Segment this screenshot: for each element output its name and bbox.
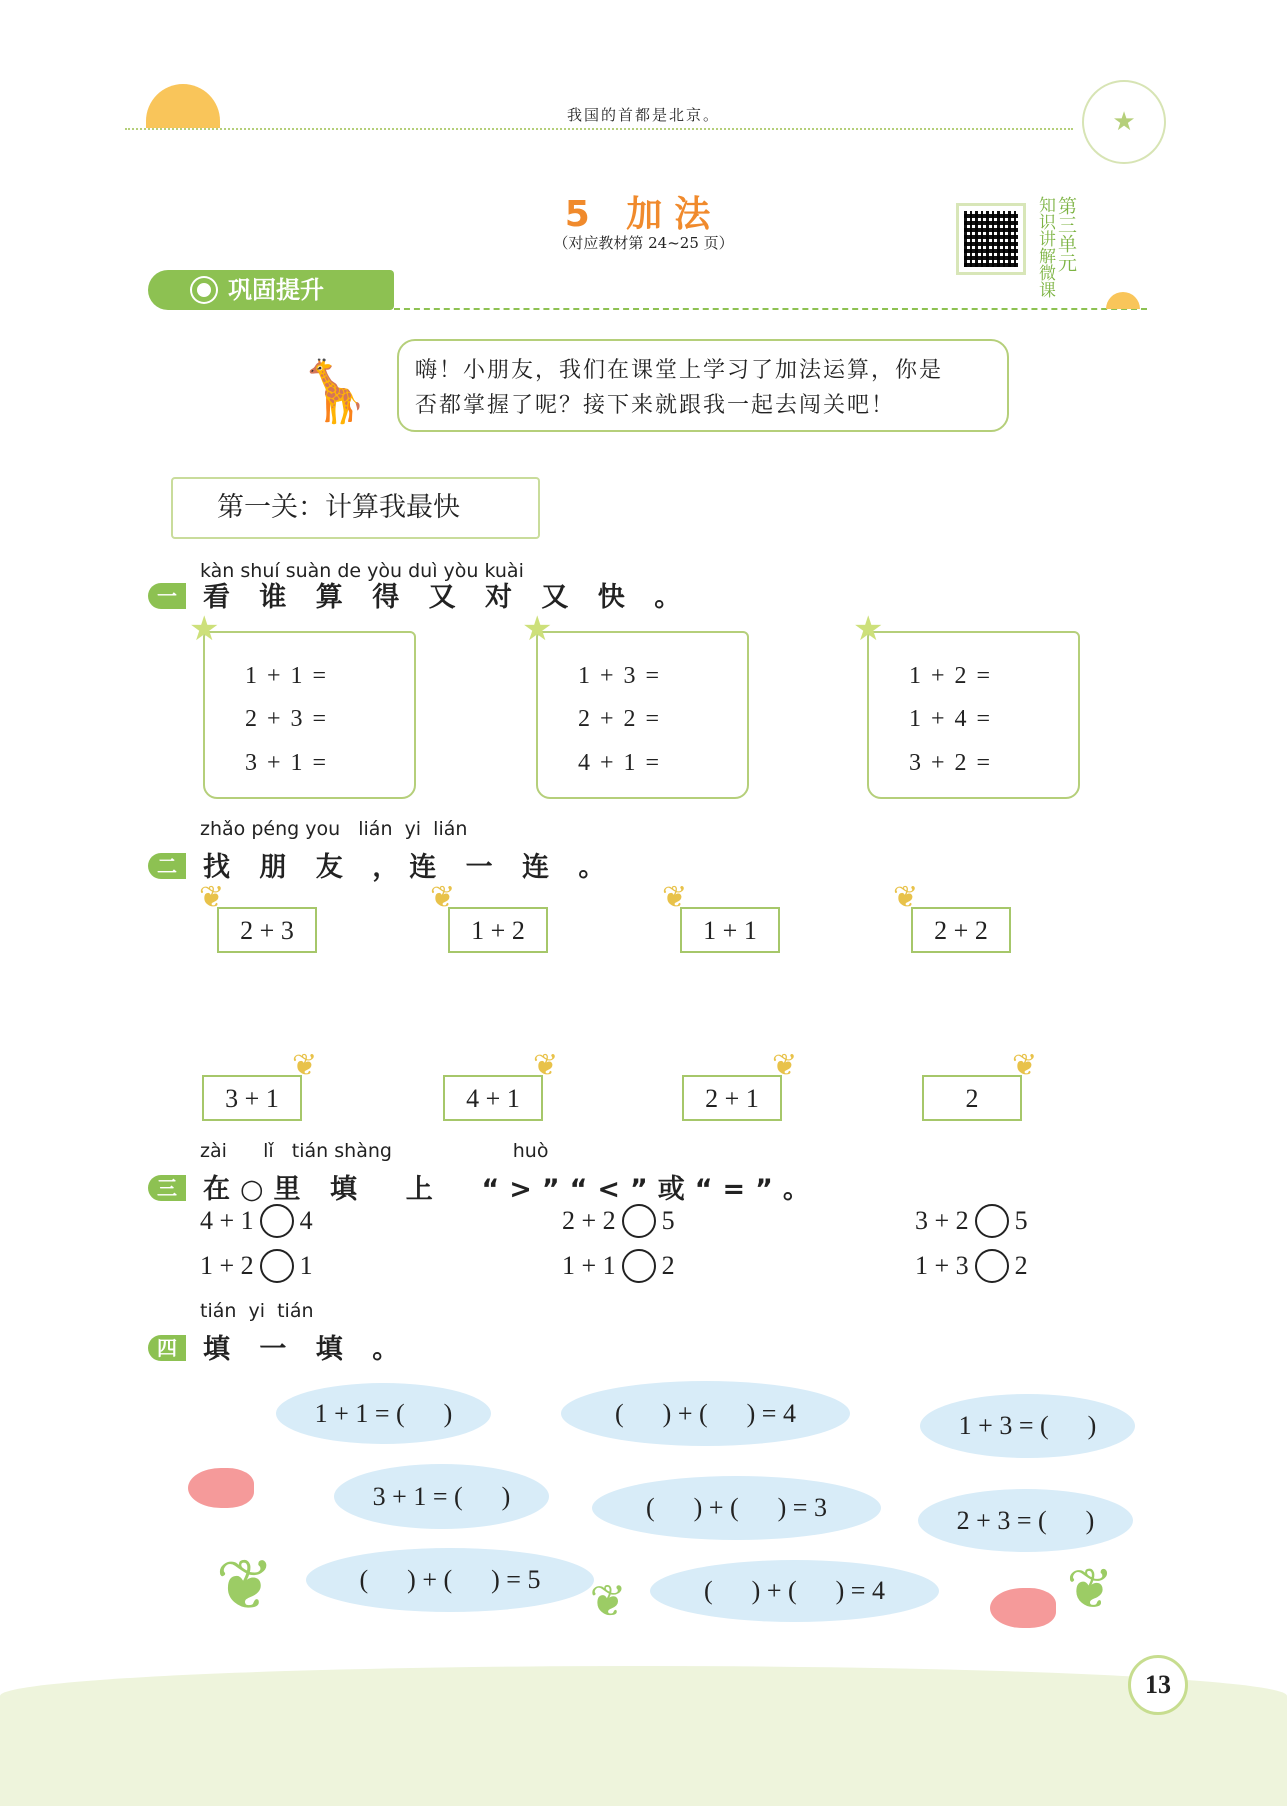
equation: 2 + 3 = <box>245 706 329 732</box>
fill-blank-oval[interactable]: 1 + 3 = ( ) <box>920 1394 1135 1458</box>
header-motto: 我国的首都是北京。 <box>566 106 720 124</box>
match-box-top[interactable]: 2 + 3 <box>217 907 317 953</box>
butterfly-icon: ❦ <box>292 1048 318 1083</box>
header-divider <box>125 128 1073 130</box>
answer-circle[interactable] <box>260 1249 294 1283</box>
compare-left: 4 + 1 <box>200 1206 254 1235</box>
match-box-top[interactable]: 2 + 2 <box>911 907 1011 953</box>
page-number: 13 <box>1128 1655 1188 1715</box>
section-pinyin: kàn shuí suàn de yòu duì yòu kuài <box>200 560 524 582</box>
equation: 1 + 3 = <box>578 663 662 689</box>
calc-card <box>853 609 1080 799</box>
seaweed-icon: ❦ <box>1066 1557 1114 1622</box>
compare-left: 1 + 3 <box>915 1251 969 1280</box>
star-icon: ★ <box>522 609 553 649</box>
equation: 1 + 4 = <box>909 706 993 732</box>
speech-bubble <box>397 339 1009 432</box>
sun-small-decoration <box>1106 292 1140 309</box>
section-title: 填 一 填 。 <box>203 1334 410 1365</box>
compare-left: 1 + 2 <box>200 1251 254 1280</box>
section-banner: 巩固提升 <box>148 270 394 310</box>
fill-blank-oval[interactable]: ( ) + ( ) = 4 <box>650 1560 939 1622</box>
equation: 1 + 1 = <box>245 663 329 689</box>
compare-item <box>915 1204 1028 1238</box>
seaweed-icon: ❦ <box>215 1544 275 1626</box>
equation: 3 + 1 = <box>245 750 329 776</box>
match-box-bottom[interactable]: 4 + 1 <box>443 1075 543 1121</box>
section-number-badge: 一 <box>148 583 186 609</box>
section-pinyin: zhǎo péng you lián yi lián <box>200 818 468 840</box>
star-icon: ★ <box>189 609 220 649</box>
fish-icon <box>188 1468 254 1508</box>
compare-right: 4 <box>299 1206 313 1235</box>
compare-item <box>562 1204 675 1238</box>
fill-blank-oval[interactable]: ( ) + ( ) = 4 <box>561 1381 850 1446</box>
answer-circle[interactable] <box>622 1249 656 1283</box>
equation: 1 + 2 = <box>909 663 993 689</box>
calc-card <box>522 609 749 799</box>
compare-item <box>200 1204 313 1238</box>
match-box-bottom[interactable]: 3 + 1 <box>202 1075 302 1121</box>
compare-item <box>915 1249 1028 1283</box>
compare-left: 1 + 1 <box>562 1251 616 1280</box>
fish-icon <box>990 1588 1056 1628</box>
butterfly-icon: ❦ <box>1012 1048 1038 1083</box>
qr-label-lesson: 知识讲解微课 <box>1035 196 1055 298</box>
compare-item <box>562 1249 675 1283</box>
banner-divider <box>394 308 1147 310</box>
butterfly-icon: ❦ <box>199 880 225 915</box>
compare-right: 2 <box>661 1251 675 1280</box>
compare-right: 5 <box>1014 1206 1028 1235</box>
butterfly-icon: ❦ <box>772 1048 798 1083</box>
speech-line-1: 嗨！小朋友，我们在课堂上学习了加法运算，你是 <box>415 358 944 383</box>
compare-left: 2 + 2 <box>562 1206 616 1235</box>
section-number-badge: 四 <box>148 1335 186 1361</box>
compare-right: 5 <box>661 1206 675 1235</box>
publisher-logo: ★ <box>1082 80 1166 164</box>
fill-blank-oval[interactable]: ( ) + ( ) = 5 <box>306 1548 594 1612</box>
section-title: 在○里 填 上 “>”“<”或“=”。 <box>203 1174 820 1205</box>
answer-circle[interactable] <box>975 1204 1009 1238</box>
section-pinyin: zài lǐ tián shàng huò <box>200 1140 549 1162</box>
compare-left: 3 + 2 <box>915 1206 969 1235</box>
fill-blank-oval[interactable]: 1 + 1 = ( ) <box>276 1383 491 1444</box>
qr-label-unit: 第三单元 <box>1055 196 1077 272</box>
compare-right: 2 <box>1014 1251 1028 1280</box>
match-box-bottom[interactable]: 2 + 1 <box>682 1075 782 1121</box>
equation: 2 + 2 = <box>578 706 662 732</box>
match-box-bottom[interactable]: 2 <box>922 1075 1022 1121</box>
equation: 3 + 2 = <box>909 750 993 776</box>
answer-circle[interactable] <box>260 1204 294 1238</box>
level-title: 第一关：计算我最快 <box>171 477 540 539</box>
butterfly-icon: ❦ <box>893 880 919 915</box>
bottom-wave-decoration <box>0 1666 1287 1806</box>
section-title: 看 谁 算 得 又 对 又 快 。 <box>203 582 692 613</box>
seaweed-icon: ❦ <box>589 1576 627 1627</box>
match-box-top[interactable]: 1 + 1 <box>680 907 780 953</box>
answer-circle[interactable] <box>975 1249 1009 1283</box>
fill-blank-oval[interactable]: 3 + 1 = ( ) <box>334 1464 549 1529</box>
butterfly-icon: ❦ <box>662 880 688 915</box>
section-pinyin: tián yi tián <box>200 1300 314 1322</box>
speech-line-2: 否都掌握了呢？接下来就跟我一起去闯关吧！ <box>415 393 896 418</box>
star-icon: ★ <box>853 609 884 649</box>
fill-blank-oval[interactable]: ( ) + ( ) = 3 <box>592 1476 881 1540</box>
answer-circle[interactable] <box>622 1204 656 1238</box>
match-box-top[interactable]: 1 + 2 <box>448 907 548 953</box>
compare-item <box>200 1249 313 1283</box>
compare-right: 1 <box>299 1251 313 1280</box>
fill-blank-oval[interactable]: 2 + 3 = ( ) <box>918 1489 1133 1552</box>
giraffe-mascot: 🦒 <box>297 357 372 427</box>
section-title: 找 朋 友 ，连 一 连 。 <box>203 852 616 883</box>
equation: 4 + 1 = <box>578 750 662 776</box>
section-number-badge: 三 <box>148 1175 186 1201</box>
page-title: 5 加法 <box>564 194 723 235</box>
butterfly-icon: ❦ <box>430 880 456 915</box>
banner-eye-icon <box>192 278 216 302</box>
calc-card <box>189 609 416 799</box>
butterfly-icon: ❦ <box>533 1048 559 1083</box>
page-subtitle: （对应教材第 24~25 页） <box>553 234 734 252</box>
section-number-badge: 二 <box>148 853 186 879</box>
qr-code[interactable] <box>956 203 1026 275</box>
